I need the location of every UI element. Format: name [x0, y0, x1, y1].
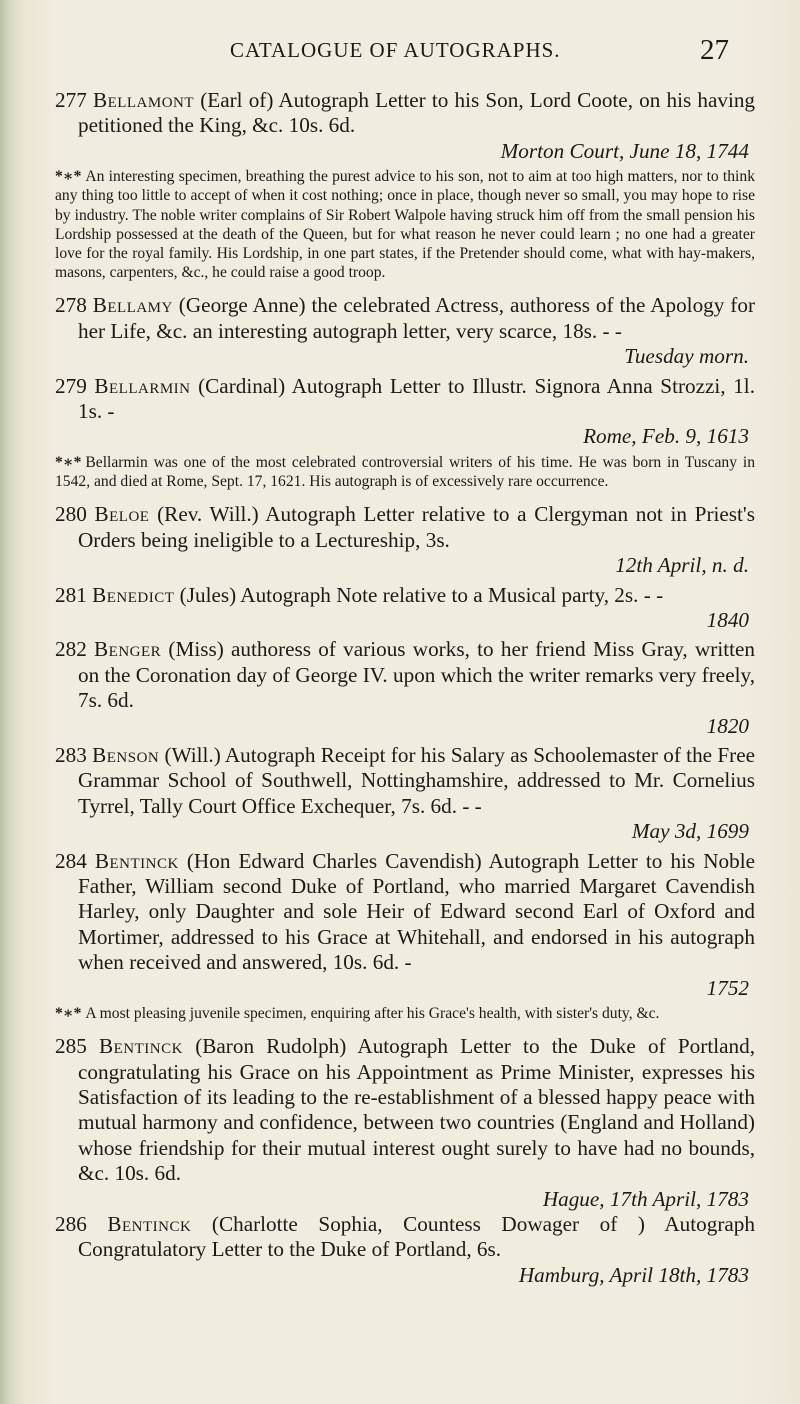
entry-description: (Rev. Will.) Autograph Letter relative to a Clergyman not in Priest's Orders being ineligible to a Lectureship, 3s. [78, 502, 755, 552]
entry-name: Bentinck [94, 848, 179, 873]
page-number: 27 [700, 34, 729, 66]
entry-date: Rome, Feb. 9, 1613 [583, 424, 749, 449]
entry-name: Bentinck [99, 1034, 183, 1059]
entry-number: 283 [55, 742, 87, 767]
catalogue-entries [55, 88, 755, 1288]
entry-number: 277 [55, 88, 87, 112]
entry-description: (George Anne) the celebrated Actress, authoress of the Apology for her Life, &c. an interesting autograph letter, very scarce, 18s. - - [78, 293, 756, 343]
entry-date: 1820 [706, 713, 749, 738]
entry-number: 280 [55, 502, 87, 527]
entry-number: 278 [55, 293, 87, 318]
entry-282 [55, 637, 755, 739]
entry-number: 286 [55, 1212, 87, 1237]
entry-description: (Cardinal) Autograph Letter to Illustr. Signora Anna Strozzi, 1l. 1s. - [78, 373, 755, 424]
entry-note: An interesting specimen, breathing the purest advice to his son, not to aim at too high matters, nor to think any thing too little to accept of when it cost nothing; once in place, though never so small, you may hope to rise by industry. The noble writer complains of Sir Robert Walpole having struck him off from the small pension his Lordship possessed at the death of the Queen, but for what reason he never could learn ; no one had a greater love for the royal family. His Lordship, in one part states, if the Pretender should come, what with hay-makers, masons, carpenters, &c., he could raise a good troop. [55, 168, 755, 282]
entry-number: 279 [55, 373, 87, 398]
entry-number: 282 [55, 637, 87, 662]
entry-number: 281 [55, 582, 87, 607]
entry-281 [55, 583, 755, 634]
entry-number: 284 [55, 848, 87, 873]
entry-number: 285 [55, 1034, 87, 1059]
entry-description: (Baron Rudolph) Autograph Letter to the Duke of Portland, congratulating his Grace on his Appointment as Prime Minister, expresses his Satisfaction of its leading to the re-establishment of a blessed happy peace with mutual harmony and confidence, between two countries (England and Holland) whose friendship for their mutual interest ought surely to have had no bounds, &c. 10s. 6d. [78, 1034, 755, 1186]
entry-name: Bellamy [92, 293, 173, 318]
note-mark: *∗* [55, 453, 82, 471]
entry-date: 12th April, n. d. [615, 553, 749, 578]
page-title: CATALOGUE OF AUTOGRAPHS. [230, 38, 561, 62]
entry-name: Beloe [94, 502, 150, 527]
entry-280 [55, 502, 755, 578]
entry-date: Hamburg, April 18th, 1783 [518, 1262, 749, 1287]
entry-name: Benson [92, 742, 160, 767]
entry-date: 1840 [706, 607, 749, 632]
entry-name: Bellarmin [94, 373, 191, 398]
entry-description: (Will.) Autograph Receipt for his Salary as Schoolemaster of the Free Grammar School of Southwell, Nottinghamshire, addressed to Mr. Cornelius Tyrrel, Tally Court Office Exchequer, 7s. 6d. - - [78, 742, 756, 818]
entry-285 [55, 1034, 755, 1212]
entry-description: (Hon Edward Charles Cavendish) Autograph Letter to his Noble Father, William second Duke of Portland, who married Margaret Cavendish Harley, only Daughter and sole Heir of Edward second Earl of Oxford and Mortimer, addressed to his Grace at Whitehall, and endorsed in his autograph when received and answered, 10s. 6d. - [78, 848, 756, 975]
entry-278 [55, 293, 755, 369]
entry-name: Benedict [92, 582, 175, 607]
running-header [0, 34, 800, 74]
entry-note: A most pleasing juvenile specimen, enquiring after his Grace's health, with sister's duty, &c. [85, 1005, 660, 1022]
entry-279 [55, 374, 755, 492]
note-mark: *∗* [55, 168, 82, 186]
entry-date: Morton Court, June 18, 1744 [500, 138, 749, 163]
entry-description: (Jules) Autograph Note relative to a Musical party, 2s. - - [174, 582, 664, 607]
entry-284 [55, 849, 755, 1024]
entry-date: May 3d, 1699 [631, 819, 749, 844]
entry-277 [55, 88, 755, 282]
entry-description: (Earl of) Autograph Letter to his Son, Lord Coote, on his having petitioned the King, &c. 10s. 6d. [78, 88, 756, 138]
entry-date: Hague, 17th April, 1783 [542, 1186, 749, 1211]
entry-286 [55, 1212, 755, 1288]
entry-description: (Charlotte Sophia, Countess Dowager of ) Autograph Congratulatory Letter to the Duke of Portland, 6s. [78, 1212, 755, 1262]
entry-name: Benger [94, 637, 162, 662]
entry-283 [55, 743, 755, 845]
entry-date: 1752 [706, 975, 749, 1000]
entry-date: Tuesday morn. [624, 344, 749, 369]
entry-name: Bentinck [107, 1212, 192, 1237]
entry-description: (Miss) authoress of various works, to her friend Miss Gray, written on the Coronation day of George IV. upon which the writer remarks very freely, 7s. 6d. [78, 637, 755, 713]
entry-name: Bellamont [92, 88, 195, 112]
note-mark: *∗* [55, 1005, 82, 1022]
entry-note: Bellarmin was one of the most celebrated controversial writers of his time. He was born in Tuscany in 1542, and died at Rome, Sept. 17, 1621. His autograph is of excessively rare occurrence. [55, 453, 755, 491]
